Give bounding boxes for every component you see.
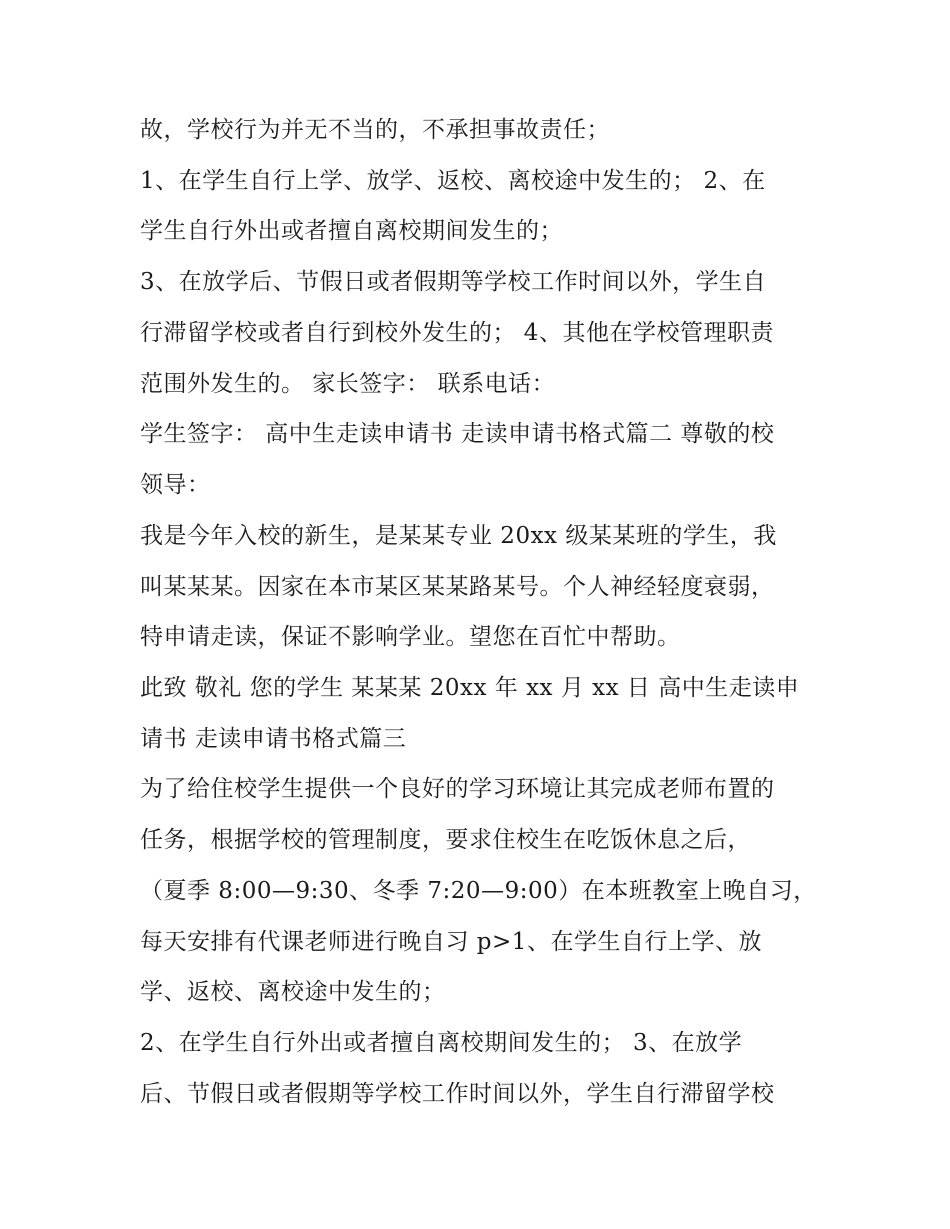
text-line: 任务，根据学校的管理制度，要求住校生在吃饭休息之后， bbox=[140, 827, 751, 853]
text-line: 特申请走读，保证不影响学业。望您在百忙中帮助。 bbox=[140, 624, 681, 650]
text-line: 3、在放学后、节假日或者假期等学校工作时间以外，学生自 bbox=[140, 269, 767, 295]
text-line: 2、在学生自行外出或者擅自离校期间发生的； 3、在放学 bbox=[140, 1030, 743, 1056]
text-line: 学生签字： 高中生走读申请书 走读申请书格式篇二 尊敬的校 bbox=[140, 421, 775, 447]
text-line: 范围外发生的。 家长签字： 联系电话： bbox=[140, 371, 556, 397]
text-line: 请书 走读申请书格式篇三 bbox=[140, 726, 407, 752]
text-line: 此致 敬礼 您的学生 某某某 20xx 年 xx 月 xx 日 高中生走读申 bbox=[140, 675, 800, 701]
text-line: 行滞留学校或者自行到校外发生的； 4、其他在学校管理职责 bbox=[140, 320, 774, 346]
text-line: 每天安排有代课老师进行晚自习 p>1、在学生自行上学、放 bbox=[140, 929, 762, 955]
text-line: 为了给住校学生提供一个良好的学习环境让其完成老师布置的 bbox=[140, 776, 775, 802]
text-line: 叫某某某。因家在本市某区某某路某号。个人神经轻度衰弱， bbox=[140, 574, 775, 600]
text-line: 故，学校行为并无不当的，不承担事故责任； bbox=[140, 117, 610, 143]
text-line: 领导： bbox=[140, 472, 211, 498]
text-line: 后、节假日或者假期等学校工作时间以外，学生自行滞留学校 bbox=[140, 1081, 775, 1107]
text-line: 1、在学生自行上学、放学、返校、离校途中发生的； 2、在 bbox=[140, 168, 766, 194]
text-line: 我是今年入校的新生，是某某专业 20xx 级某某班的学生，我 bbox=[140, 523, 777, 549]
text-line: 学生自行外出或者擅自离校期间发生的； bbox=[140, 218, 563, 244]
text-line: （夏季 8:00—9:30、冬季 7:20—9:00）在本班教室上晚自习， bbox=[140, 878, 817, 904]
text-line: 学、返校、离校途中发生的； bbox=[140, 979, 446, 1005]
